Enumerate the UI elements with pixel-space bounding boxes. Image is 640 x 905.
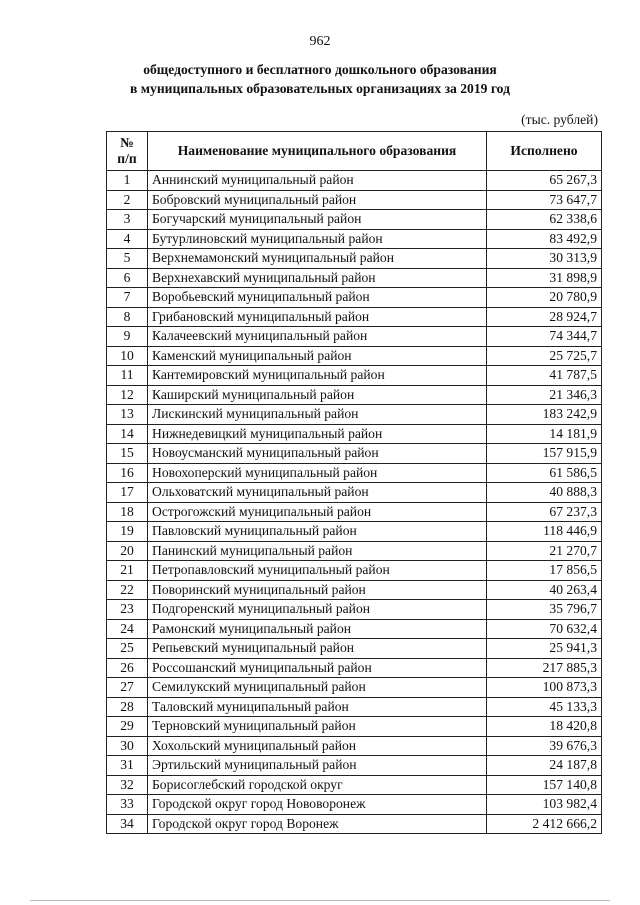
- executed-amount: 14 181,9: [487, 424, 602, 444]
- table-row: [107, 288, 602, 308]
- executed-amount: 183 242,9: [487, 405, 602, 425]
- municipality-name: Ольховатский муниципальный район: [148, 483, 487, 503]
- municipality-name: Каширский муниципальный район: [148, 385, 487, 405]
- executed-amount: 41 787,5: [487, 366, 602, 386]
- row-number: 13: [107, 405, 148, 425]
- unit-label: (тыс. рублей): [521, 112, 598, 127]
- executed-amount: 118 446,9: [487, 522, 602, 542]
- executed-amount: 65 267,3: [487, 171, 602, 191]
- table-row: [107, 658, 602, 678]
- executed-amount: 18 420,8: [487, 717, 602, 737]
- executed-amount: 20 780,9: [487, 288, 602, 308]
- table-row: [107, 444, 602, 464]
- row-number: 2: [107, 190, 148, 210]
- row-number: 11: [107, 366, 148, 386]
- row-number: 19: [107, 522, 148, 542]
- row-number: 24: [107, 619, 148, 639]
- municipality-name: Бобровский муниципальный район: [148, 190, 487, 210]
- municipality-name: Хохольский муниципальный район: [148, 736, 487, 756]
- row-number: 30: [107, 736, 148, 756]
- municipality-name: Таловский муниципальный район: [148, 697, 487, 717]
- table-row: [107, 171, 602, 191]
- table-row: [107, 268, 602, 288]
- row-number: 31: [107, 756, 148, 776]
- executed-amount: 2 412 666,2: [487, 814, 602, 834]
- executed-amount: 157 140,8: [487, 775, 602, 795]
- row-number: 17: [107, 483, 148, 503]
- executed-amount: 67 237,3: [487, 502, 602, 522]
- municipality-name: Новоусманский муниципальный район: [148, 444, 487, 464]
- executed-amount: 74 344,7: [487, 327, 602, 347]
- executed-amount: 21 270,7: [487, 541, 602, 561]
- table-row: [107, 775, 602, 795]
- executed-amount: 40 263,4: [487, 580, 602, 600]
- row-number: 3: [107, 210, 148, 230]
- row-number: 18: [107, 502, 148, 522]
- table-row: [107, 736, 602, 756]
- table-row: [107, 678, 602, 698]
- row-number: 4: [107, 229, 148, 249]
- row-number: 28: [107, 697, 148, 717]
- row-number: 34: [107, 814, 148, 834]
- table-row: [107, 619, 602, 639]
- row-number: 20: [107, 541, 148, 561]
- municipality-name: Бутурлиновский муниципальный район: [148, 229, 487, 249]
- row-number: 25: [107, 639, 148, 659]
- row-number: 8: [107, 307, 148, 327]
- municipality-name: Нижнедевицкий муниципальный район: [148, 424, 487, 444]
- municipality-name: Рамонский муниципальный район: [148, 619, 487, 639]
- table-row: [107, 600, 602, 620]
- executed-amount: 103 982,4: [487, 795, 602, 815]
- municipality-name: Кантемировский муниципальный район: [148, 366, 487, 386]
- table-row: [107, 756, 602, 776]
- executed-amount: 31 898,9: [487, 268, 602, 288]
- table-row: [107, 229, 602, 249]
- table-body: [107, 171, 602, 834]
- document-title: [0, 60, 640, 98]
- table-row: [107, 795, 602, 815]
- executed-amount: 83 492,9: [487, 229, 602, 249]
- municipality-name: Верхнемамонский муниципальный район: [148, 249, 487, 269]
- executed-amount: 73 647,7: [487, 190, 602, 210]
- footer-rule: [30, 900, 610, 901]
- table-row: [107, 502, 602, 522]
- executed-amount: 25 941,3: [487, 639, 602, 659]
- row-number: 33: [107, 795, 148, 815]
- row-number: 6: [107, 268, 148, 288]
- row-number: 32: [107, 775, 148, 795]
- municipality-name: Борисоглебский городской округ: [148, 775, 487, 795]
- municipality-name: Эртильский муниципальный район: [148, 756, 487, 776]
- table-row: [107, 483, 602, 503]
- table-row: [107, 424, 602, 444]
- executed-amount: 45 133,3: [487, 697, 602, 717]
- municipality-name: Лискинский муниципальный район: [148, 405, 487, 425]
- row-number: 9: [107, 327, 148, 347]
- municipality-name: Петропавловский муниципальный район: [148, 561, 487, 581]
- executed-amount: 25 725,7: [487, 346, 602, 366]
- municipality-name: Павловский муниципальный район: [148, 522, 487, 542]
- row-number: 16: [107, 463, 148, 483]
- execution-table: [106, 131, 602, 834]
- table-row: [107, 814, 602, 834]
- executed-amount: 70 632,4: [487, 619, 602, 639]
- row-number: 12: [107, 385, 148, 405]
- row-number: 23: [107, 600, 148, 620]
- executed-amount: 61 586,5: [487, 463, 602, 483]
- table-row: [107, 522, 602, 542]
- table-row: [107, 366, 602, 386]
- table-row: [107, 697, 602, 717]
- row-number: 14: [107, 424, 148, 444]
- row-number: 29: [107, 717, 148, 737]
- table-row: [107, 639, 602, 659]
- executed-amount: 28 924,7: [487, 307, 602, 327]
- executed-amount: 30 313,9: [487, 249, 602, 269]
- header-municipality-name: Наименование муниципального образования: [148, 132, 487, 171]
- municipality-name: Воробьевский муниципальный район: [148, 288, 487, 308]
- table-row: [107, 190, 602, 210]
- title-line-2: в муниципальных образовательных организациях за 2019 год: [130, 81, 510, 96]
- executed-amount: 17 856,5: [487, 561, 602, 581]
- municipality-name: Городской округ город Нововоронеж: [148, 795, 487, 815]
- table-row: [107, 327, 602, 347]
- title-line-1: общедоступного и бесплатного дошкольного образования: [143, 62, 497, 77]
- table-row: [107, 405, 602, 425]
- executed-amount: 24 187,8: [487, 756, 602, 776]
- table-row: [107, 210, 602, 230]
- municipality-name: Россошанский муниципальный район: [148, 658, 487, 678]
- table-row: [107, 541, 602, 561]
- row-number: 1: [107, 171, 148, 191]
- municipality-name: Острогожский муниципальный район: [148, 502, 487, 522]
- municipality-name: Терновский муниципальный район: [148, 717, 487, 737]
- row-number: 7: [107, 288, 148, 308]
- executed-amount: 100 873,3: [487, 678, 602, 698]
- row-number: 15: [107, 444, 148, 464]
- row-number: 10: [107, 346, 148, 366]
- municipality-name: Богучарский муниципальный район: [148, 210, 487, 230]
- executed-amount: 40 888,3: [487, 483, 602, 503]
- municipality-name: Грибановский муниципальный район: [148, 307, 487, 327]
- municipality-name: Панинский муниципальный район: [148, 541, 487, 561]
- table-row: [107, 580, 602, 600]
- header-executed: Исполнено: [487, 132, 602, 171]
- table-row: [107, 561, 602, 581]
- table-row: [107, 307, 602, 327]
- table-row: [107, 717, 602, 737]
- executed-amount: 62 338,6: [487, 210, 602, 230]
- page-number: 962: [309, 34, 331, 49]
- municipality-name: Аннинский муниципальный район: [148, 171, 487, 191]
- municipality-name: Репьевский муниципальный район: [148, 639, 487, 659]
- executed-amount: 157 915,9: [487, 444, 602, 464]
- municipality-name: Каменский муниципальный район: [148, 346, 487, 366]
- table-row: [107, 385, 602, 405]
- municipality-name: Поворинский муниципальный район: [148, 580, 487, 600]
- executed-amount: 217 885,3: [487, 658, 602, 678]
- municipality-name: Калачеевский муниципальный район: [148, 327, 487, 347]
- table-row: [107, 463, 602, 483]
- municipality-name: Городской округ город Воронеж: [148, 814, 487, 834]
- table-row: [107, 346, 602, 366]
- row-number: 26: [107, 658, 148, 678]
- table-header-row: [107, 132, 602, 171]
- executed-amount: 39 676,3: [487, 736, 602, 756]
- executed-amount: 21 346,3: [487, 385, 602, 405]
- row-number: 27: [107, 678, 148, 698]
- municipality-name: Новохоперский муниципальный район: [148, 463, 487, 483]
- municipality-name: Верхнехавский муниципальный район: [148, 268, 487, 288]
- header-number: № п/п: [107, 132, 148, 171]
- row-number: 22: [107, 580, 148, 600]
- executed-amount: 35 796,7: [487, 600, 602, 620]
- table-row: [107, 249, 602, 269]
- municipality-name: Подгоренский муниципальный район: [148, 600, 487, 620]
- row-number: 21: [107, 561, 148, 581]
- row-number: 5: [107, 249, 148, 269]
- municipality-name: Семилукский муниципальный район: [148, 678, 487, 698]
